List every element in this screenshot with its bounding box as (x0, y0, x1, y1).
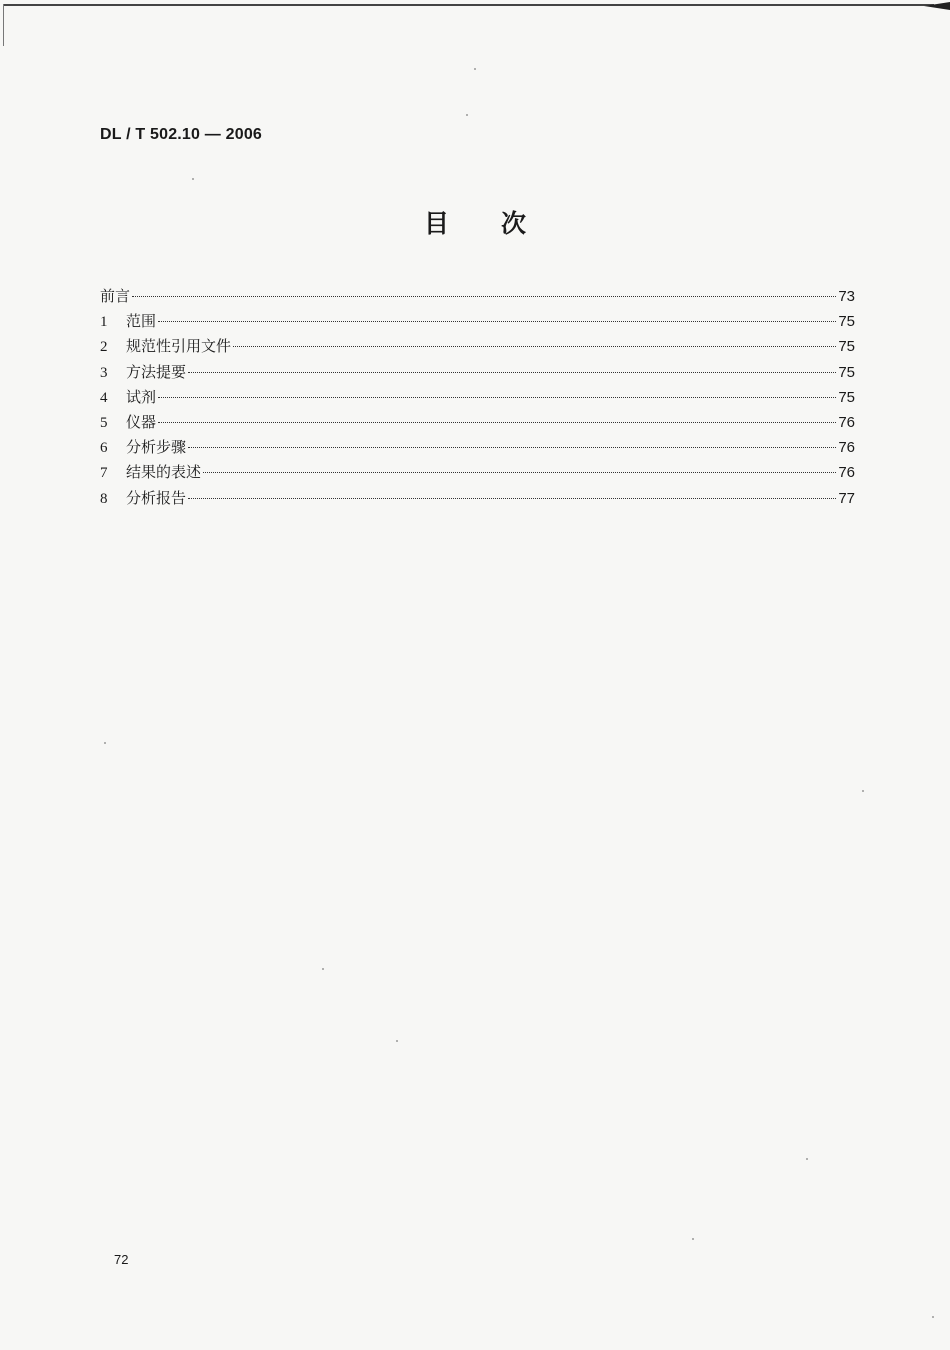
scan-speck (862, 790, 864, 792)
toc-entry (100, 461, 855, 486)
toc-entry-page: 75 (838, 338, 855, 356)
toc-entry-number: 4 (100, 389, 108, 406)
scan-speck (396, 1040, 398, 1042)
scan-speck (474, 68, 476, 70)
scan-speck (932, 1316, 934, 1318)
toc-entry (100, 386, 855, 411)
toc-entry-number: 6 (100, 440, 108, 457)
toc-entry-label: 范围 (126, 312, 157, 331)
toc-entry-number: 3 (100, 364, 108, 381)
scan-left-edge (3, 4, 4, 46)
toc-list (100, 285, 855, 512)
toc-entry (100, 285, 855, 310)
toc-dot-leader (158, 397, 836, 398)
toc-entry (100, 411, 855, 436)
toc-entry-number: 5 (100, 414, 108, 431)
toc-entry-page: 75 (838, 363, 855, 381)
scan-speck (192, 178, 194, 180)
toc-entry-page: 75 (838, 313, 855, 331)
toc-title: 目次 (423, 209, 578, 238)
toc-entry-label: 方法提要 (126, 362, 187, 381)
toc-dot-leader (132, 296, 836, 297)
standard-code: DL / T 502.10 — 2006 (100, 126, 263, 143)
scan-speck (466, 114, 468, 116)
toc-entry (100, 310, 855, 335)
toc-entry-label: 分析报告 (126, 488, 187, 507)
toc-entry-number: 2 (100, 339, 108, 356)
scan-speck (322, 968, 324, 970)
scan-speck (806, 1158, 808, 1160)
toc-entry-number: 7 (100, 465, 108, 482)
scan-speck (692, 1238, 694, 1240)
toc-dot-leader (188, 498, 836, 499)
toc-entry-page: 75 (838, 388, 855, 406)
toc-dot-leader (188, 447, 836, 448)
toc-dot-leader (158, 422, 836, 423)
toc-entry-page: 77 (838, 489, 855, 507)
toc-entry-page: 76 (838, 464, 855, 482)
toc-dot-leader (203, 472, 836, 473)
toc-dot-leader (188, 372, 836, 373)
toc-entry-page: 76 (838, 439, 855, 457)
toc-entry (100, 361, 855, 386)
toc-entry-page: 76 (838, 413, 855, 431)
toc-entry (100, 436, 855, 461)
scan-speck (104, 742, 106, 744)
scan-corner-mark (924, 2, 950, 10)
toc-dot-leader (158, 321, 836, 322)
scan-top-rule (4, 4, 934, 6)
toc-entry (100, 335, 855, 360)
toc-entry-label: 试剂 (126, 387, 157, 406)
toc-entry (100, 487, 855, 512)
toc-entry-label: 规范性引用文件 (126, 337, 232, 356)
toc-entry-label: 仪器 (126, 412, 157, 431)
toc-entry-number: 8 (100, 490, 108, 507)
toc-dot-leader (233, 346, 836, 347)
toc-entry-number: 1 (100, 314, 108, 331)
toc-entry-page: 73 (838, 288, 855, 305)
toc-entry-label: 前言 (100, 287, 131, 305)
page-number: 72 (114, 1252, 129, 1267)
toc-entry-label: 分析步骤 (126, 438, 187, 457)
toc-entry-label: 结果的表述 (126, 463, 202, 482)
